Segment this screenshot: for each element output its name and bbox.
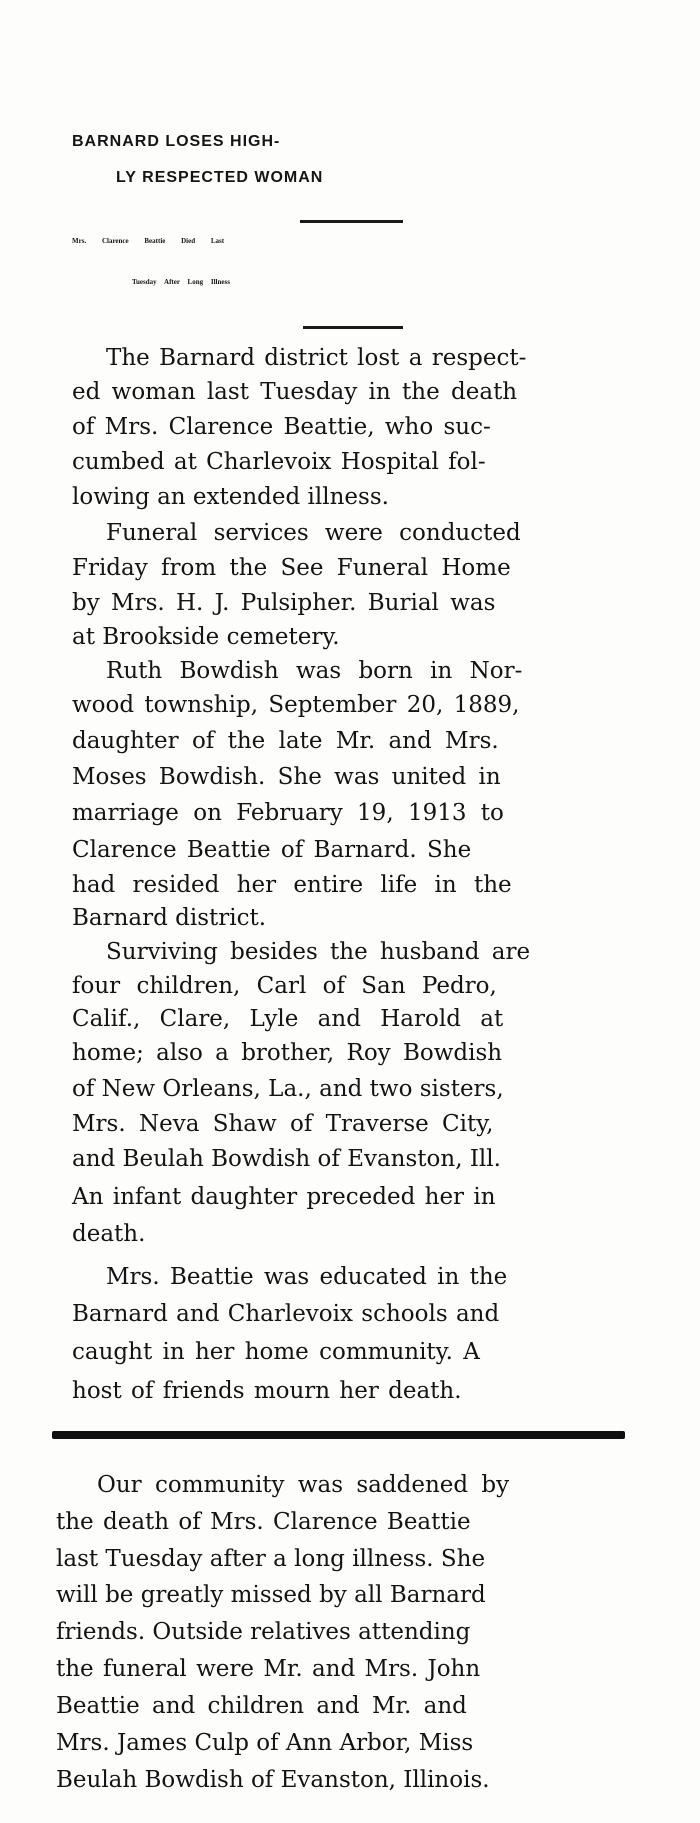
article-line: Moses Bowdish. She was united in xyxy=(72,764,501,790)
article-line: home; also a brother, Roy Bowdish xyxy=(72,1040,503,1066)
article-line: Ruth Bowdish was born in Nor- xyxy=(106,658,523,684)
article-line: of Mrs. Clarence Beattie, who suc- xyxy=(72,414,491,440)
article-line: of New Orleans, La., and two sisters, xyxy=(72,1076,504,1102)
article-line: ed woman last Tuesday in the death xyxy=(72,379,518,405)
subheadline-line-1: Mrs. Clarence Beattie Died Last xyxy=(72,237,225,245)
community-note-line: the death of Mrs. Clarence Beattie xyxy=(56,1509,471,1535)
article-line: caught in her home community. A xyxy=(72,1339,480,1365)
headline-line-2: LY RESPECTED WOMAN xyxy=(116,169,324,186)
article-line: Barnard district. xyxy=(72,905,267,931)
article-line: The Barnard district lost a respect- xyxy=(106,345,527,371)
article-line: host of friends mourn her death. xyxy=(72,1378,462,1404)
community-note-line: friends. Outside relatives attending xyxy=(56,1619,471,1645)
community-note-line: Mrs. James Culp of Ann Arbor, Miss xyxy=(56,1730,474,1756)
community-note-line: will be greatly missed by all Barnard xyxy=(56,1582,486,1608)
subheadline-divider xyxy=(303,326,403,329)
article-line: death. xyxy=(72,1221,146,1247)
article-line: marriage on February 19, 1913 to xyxy=(72,800,504,826)
community-note-line: Beulah Bowdish of Evanston, Illinois. xyxy=(56,1767,490,1793)
article-line: Barnard and Charlevoix schools and xyxy=(72,1301,500,1327)
article-line: Funeral services were conducted xyxy=(106,520,521,546)
article-line: and Beulah Bowdish of Evanston, Ill. xyxy=(72,1146,501,1172)
article-line: wood township, September 20, 1889, xyxy=(72,692,520,718)
article-line: Calif., Clare, Lyle and Harold at xyxy=(72,1006,504,1032)
article-line: at Brookside cemetery. xyxy=(72,624,340,650)
article-line: Mrs. Neva Shaw of Traverse City, xyxy=(72,1111,494,1137)
article-line: had resided her entire life in the xyxy=(72,872,512,898)
article-line: cumbed at Charlevoix Hospital fol- xyxy=(72,449,486,475)
article-line: daughter of the late Mr. and Mrs. xyxy=(72,728,499,754)
article-line: by Mrs. H. J. Pulsipher. Burial was xyxy=(72,590,496,616)
headline-divider xyxy=(300,220,403,223)
community-note-line: Beattie and children and Mr. and xyxy=(56,1693,467,1719)
community-note-line: last Tuesday after a long illness. She xyxy=(56,1546,486,1572)
article-line: lowing an extended illness. xyxy=(72,484,389,510)
article-line: four children, Carl of San Pedro, xyxy=(72,973,497,999)
article-line: An infant daughter preceded her in xyxy=(72,1184,496,1210)
community-note-line: Our community was saddened by xyxy=(97,1472,510,1498)
subheadline-line-2: Tuesday After Long Illness xyxy=(132,278,230,286)
article-line: Surviving besides the husband are xyxy=(106,939,531,965)
section-divider xyxy=(52,1431,625,1439)
article-line: Mrs. Beattie was educated in the xyxy=(106,1264,508,1290)
article-line: Clarence Beattie of Barnard. She xyxy=(72,837,472,863)
article-line: Friday from the See Funeral Home xyxy=(72,555,511,581)
headline-line-1: BARNARD LOSES HIGH- xyxy=(72,133,281,150)
community-note-line: the funeral were Mr. and Mrs. John xyxy=(56,1656,481,1682)
